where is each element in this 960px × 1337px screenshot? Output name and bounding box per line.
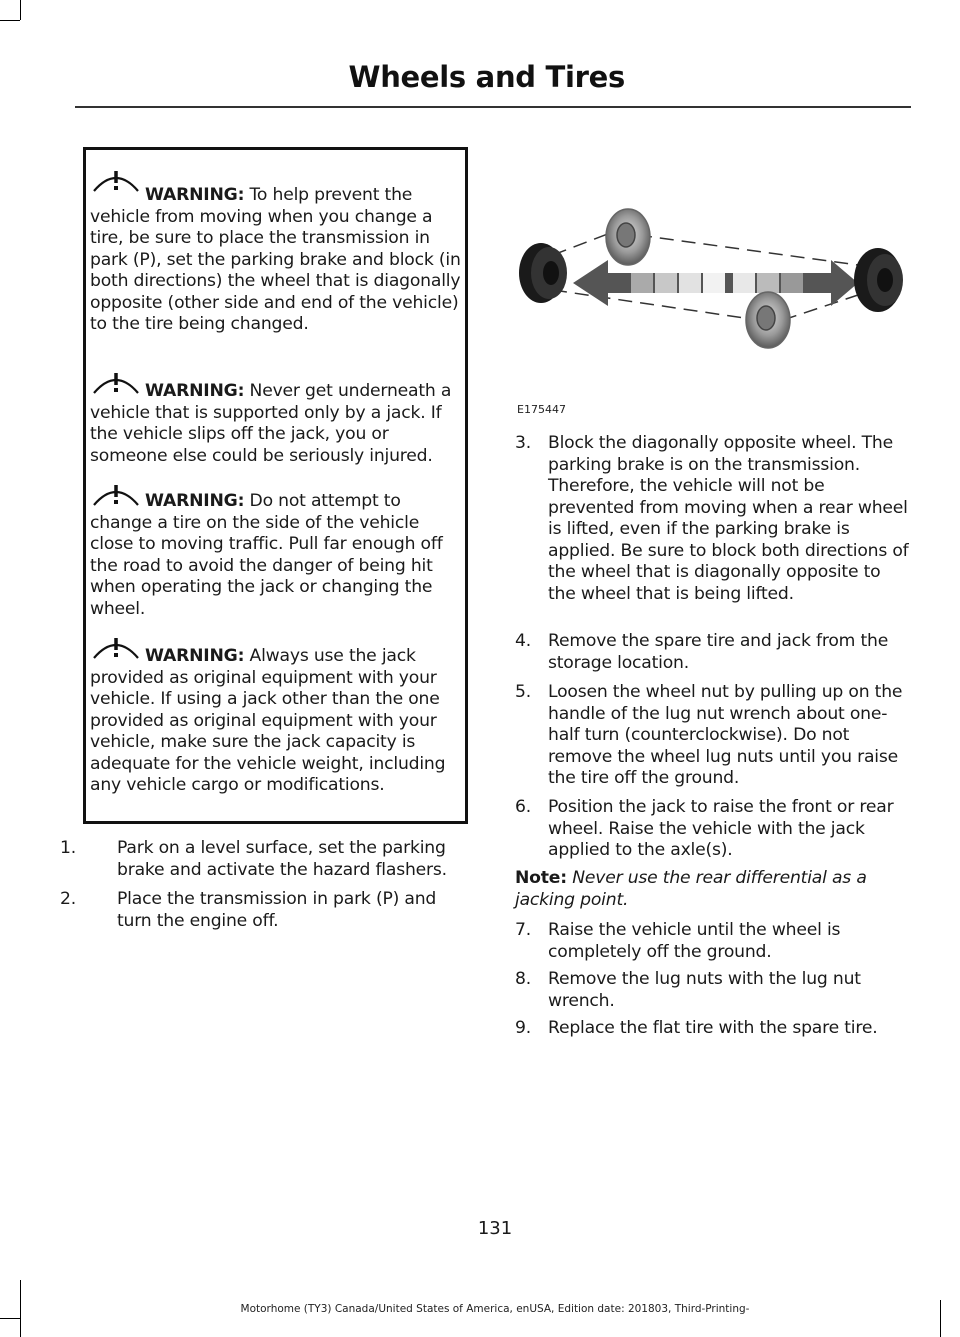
warning-label: WARNING: [145,646,245,666]
step-number: 2. [60,889,76,909]
list-item [515,920,910,964]
list-item [60,889,470,933]
warning-text [90,646,466,797]
step-text: Position the jack to raise the front or rear wheel. Raise the vehicle with the jack applied to the axle(s). [548,797,894,860]
list-item [515,631,910,675]
wheel-blocking-illustration [513,195,913,415]
step-number: 5. [515,682,531,702]
step-text: Remove the lug nuts with the lug nut wrench. [548,969,861,1011]
warning-body: To help prevent the vehicle from moving when you change a tire, be sure to place the transmission in park (P), set the parking brake and block (in both directions) the wheel that is diagonally opposite (other side and end of the vehicle) to the tire being changed. [90,185,461,334]
step-number: 6. [515,797,531,817]
note-text: Never use the rear differential as a jacking point. [515,868,867,910]
note-label: Note: [515,868,567,888]
warning-label: WARNING: [145,185,245,205]
crop-mark [0,1318,20,1319]
step-number: 7. [515,920,531,940]
warning-label: WARNING: [145,381,245,401]
header-divider [75,106,911,108]
list-item [515,433,910,628]
footer-text: Motorhome (TY3) Canada/United States of America, enUSA, Edition date: 201803, Third-Printing- [240,1303,750,1315]
warning-body: Never get underneath a vehicle that is supported only by a jack. If the vehicle slips off the jack, you or someone else could be seriously injured. [90,381,452,466]
step-text: Place the transmission in park (P) and turn the engine off. [117,889,437,931]
warning-text [90,185,466,336]
list-item [515,797,910,863]
warning-body: Do not attempt to change a tire on the side of the vehicle close to moving traffic. Pull far enough off the road to avoid the danger of being hit when operating the jack or changing the wheel. [90,491,443,619]
warning-text [90,381,466,467]
step-number: 1. [60,838,76,858]
warning-text [90,491,466,620]
list-item [515,969,910,1013]
list-item [515,1018,910,1042]
list-item [60,838,470,882]
step-number: 4. [515,631,531,651]
page-title: Wheels and Tires [348,60,625,94]
figure-id: E175447 [517,403,566,416]
warning-body: Always use the jack provided as original equipment with your vehicle. If using a jack other than the one provided as original equipment with your vehicle, make sure the jack capacity is adequate for the vehicle weight, including any vehicle cargo or modifications. [90,646,446,795]
step-text: Replace the flat tire with the spare tire. [548,1018,878,1038]
crop-mark [0,20,20,21]
step-text: Block the diagonally opposite wheel. The parking brake is on the transmission. Therefore, the vehicle will not be prevented from moving when a rear wheel is lifted, even if the parking brake is applied. Be sure to block both directions of the wheel that is diagonally opposite to the wheel that is being lifted. [548,433,909,604]
step-number: 9. [515,1018,531,1038]
step-number: 8. [515,969,531,989]
list-item [515,682,910,792]
step-text: Raise the vehicle until the wheel is completely off the ground. [548,920,841,962]
step-text: Remove the spare tire and jack from the storage location. [548,631,889,673]
crop-mark [20,0,21,20]
step-text: Park on a level surface, set the parking brake and activate the hazard flashers. [117,838,447,880]
step-number: 3. [515,433,531,453]
note [515,868,910,911]
warning-label: WARNING: [145,491,245,511]
page-number: 131 [477,1218,513,1239]
step-text: Loosen the wheel nut by pulling up on the handle of the lug nut wrench about one-half turn (counterclockwise). Do not remove the wheel lug nuts until you raise the tire off the ground. [548,682,903,788]
